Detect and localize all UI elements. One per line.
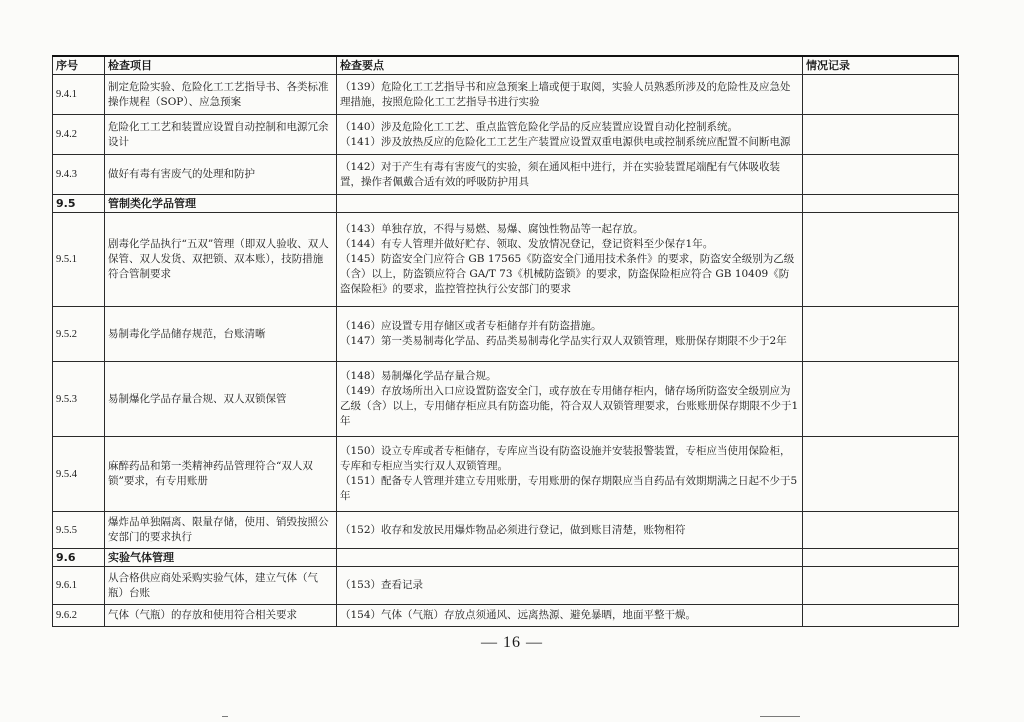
record-cell bbox=[803, 155, 959, 195]
check-point: （152）收存和发放民用爆炸物品必须进行登记，做到账目清楚，账物相符 bbox=[340, 523, 686, 536]
table-row bbox=[53, 213, 959, 307]
check-point: （150）设立专库或者专柜储存，专库应当设有防盗设施并安装报警装置，专柜应当使用保险柜，专库和专柜应当实行双人双锁管理。 bbox=[340, 445, 791, 472]
check-points bbox=[337, 307, 803, 362]
check-item: 制定危险实验、危险化工工艺指导书、各类标准操作规程（SOP）、应急预案 bbox=[105, 75, 337, 115]
check-points bbox=[337, 115, 803, 155]
section-row bbox=[53, 549, 959, 567]
table-body bbox=[53, 75, 959, 627]
check-item: 剧毒化学品执行“五双”管理（即双人验收、双人保管、双人发货、双把锁、双本账），技防措施符合管制要求 bbox=[105, 213, 337, 307]
table-row bbox=[53, 155, 959, 195]
check-points bbox=[337, 512, 803, 549]
table-row bbox=[53, 567, 959, 605]
table-row bbox=[53, 307, 959, 362]
scan-artifact bbox=[222, 716, 228, 717]
check-points bbox=[337, 567, 803, 605]
table-row bbox=[53, 512, 959, 549]
check-item: 危险化工工艺和装置应设置自动控制和电源冗余设计 bbox=[105, 115, 337, 155]
record-cell bbox=[803, 567, 959, 605]
check-points bbox=[337, 75, 803, 115]
check-point: （141）涉及放热反应的危险化工工艺生产装置应设置双重电源供电或控制系统应配置不间断电源 bbox=[340, 135, 791, 148]
table-row bbox=[53, 437, 959, 512]
section-title: 实验气体管理 bbox=[105, 549, 337, 567]
item-number: 9.5.2 bbox=[53, 307, 105, 362]
check-point: （140）涉及危险化工工艺、重点监管危险化学品的反应装置应设置自动化控制系统。 bbox=[340, 120, 739, 133]
header-record: 情况记录 bbox=[803, 56, 959, 75]
check-point: （146）应设置专用存储区或者专柜储存并有防盗措施。 bbox=[340, 320, 602, 332]
header-item: 检查项目 bbox=[105, 56, 337, 75]
check-item: 气体（气瓶）的存放和使用符合相关要求 bbox=[105, 605, 337, 627]
header-points: 检查要点 bbox=[337, 56, 803, 75]
table-row bbox=[53, 115, 959, 155]
table-row bbox=[53, 75, 959, 115]
check-points bbox=[337, 437, 803, 512]
section-row bbox=[53, 195, 959, 213]
inspection-table bbox=[52, 55, 959, 627]
record-cell bbox=[803, 195, 959, 213]
check-point: （151）配备专人管理并建立专用账册，专用账册的保存期限应当自药品有效期期满之日起不少于5年 bbox=[340, 475, 798, 502]
record-cell bbox=[803, 512, 959, 549]
item-number: 9.6.1 bbox=[53, 567, 105, 605]
item-number: 9.6.2 bbox=[53, 605, 105, 627]
item-number: 9.5.4 bbox=[53, 437, 105, 512]
check-point: （154）气体（气瓶）存放点须通风、远离热源、避免暴晒，地面平整干燥。 bbox=[340, 609, 697, 621]
check-item: 麻醉药品和第一类精神药品管理符合“双人双锁”要求，有专用账册 bbox=[105, 437, 337, 512]
record-cell bbox=[803, 213, 959, 307]
check-point: （153）查看记录 bbox=[340, 579, 424, 591]
record-cell bbox=[803, 115, 959, 155]
check-points bbox=[337, 605, 803, 627]
section-number: 9.5 bbox=[53, 195, 105, 213]
record-cell bbox=[803, 307, 959, 362]
check-points bbox=[337, 213, 803, 307]
table-row bbox=[53, 362, 959, 437]
item-number: 9.5.5 bbox=[53, 512, 105, 549]
empty-cell bbox=[337, 549, 803, 567]
check-point: （147）第一类易制毒化学品、药品类易制毒化学品实行双人双锁管理，账册保存期限不少于2年 bbox=[340, 335, 787, 347]
item-number: 9.4.3 bbox=[53, 155, 105, 195]
check-item: 做好有毒有害废气的处理和防护 bbox=[105, 155, 337, 195]
check-item: 爆炸品单独隔离、限量存储，使用、销毁按照公安部门的要求执行 bbox=[105, 512, 337, 549]
record-cell bbox=[803, 605, 959, 627]
section-title: 管制类化学品管理 bbox=[105, 195, 337, 213]
check-point: （145）防盗安全门应符合 GB 17565《防盗安全门通用技术条件》的要求，防盗安全级别为乙级（含）以上，防盗锁应符合 GA/T 73《机械防盗锁》的要求，防盗保险柜应符合 GB 10409《防盗保险柜》的要求，监控管控执行公安部门的要求 bbox=[340, 253, 795, 295]
scan-artifact bbox=[760, 716, 800, 717]
check-point: （144）有专人管理并做好贮存、领取、发放情况登记，登记资料至少保存1年。 bbox=[340, 238, 714, 250]
check-item: 易制毒化学品储存规范，台账清晰 bbox=[105, 307, 337, 362]
check-point: （148）易制爆化学品存量合规。 bbox=[340, 370, 497, 382]
item-number: 9.5.1 bbox=[53, 213, 105, 307]
check-item: 易制爆化学品存量合规、双人双锁保管 bbox=[105, 362, 337, 437]
check-point: （139）危险化工工艺指导书和应急预案上墙或便于取阅，实验人员熟悉所涉及的危险性及应急处理措施，按照危险化工工艺指导书进行实验 bbox=[340, 80, 791, 108]
check-point: （149）存放场所出入口应设置防盗安全门，或存放在专用储存柜内，储存场所防盗安全级别应为乙级（含）以上，专用储存柜应具有防盗功能，符合双人双锁管理要求，台账账册保存期限不少于1年 bbox=[340, 385, 799, 427]
record-cell bbox=[803, 549, 959, 567]
check-item: 从合格供应商处采购实验气体，建立气体（气瓶）台账 bbox=[105, 567, 337, 605]
check-points bbox=[337, 155, 803, 195]
record-cell bbox=[803, 75, 959, 115]
header-row bbox=[53, 56, 959, 75]
header-seq: 序号 bbox=[53, 56, 105, 75]
check-point: （142）对于产生有毒有害废气的实验，须在通风柜中进行，并在实验装置尾端配有气体吸收装置，操作者佩戴合适有效的呼吸防护用具 bbox=[340, 160, 781, 188]
item-number: 9.5.3 bbox=[53, 362, 105, 437]
page-number: — 16 — bbox=[481, 634, 543, 651]
record-cell bbox=[803, 362, 959, 437]
record-cell bbox=[803, 437, 959, 512]
table-row bbox=[53, 605, 959, 627]
check-points bbox=[337, 362, 803, 437]
empty-cell bbox=[337, 195, 803, 213]
item-number: 9.4.1 bbox=[53, 75, 105, 115]
check-point: （143）单独存放，不得与易燃、易爆、腐蚀性物品等一起存放。 bbox=[340, 223, 644, 235]
section-number: 9.6 bbox=[53, 549, 105, 567]
item-number: 9.4.2 bbox=[53, 115, 105, 155]
